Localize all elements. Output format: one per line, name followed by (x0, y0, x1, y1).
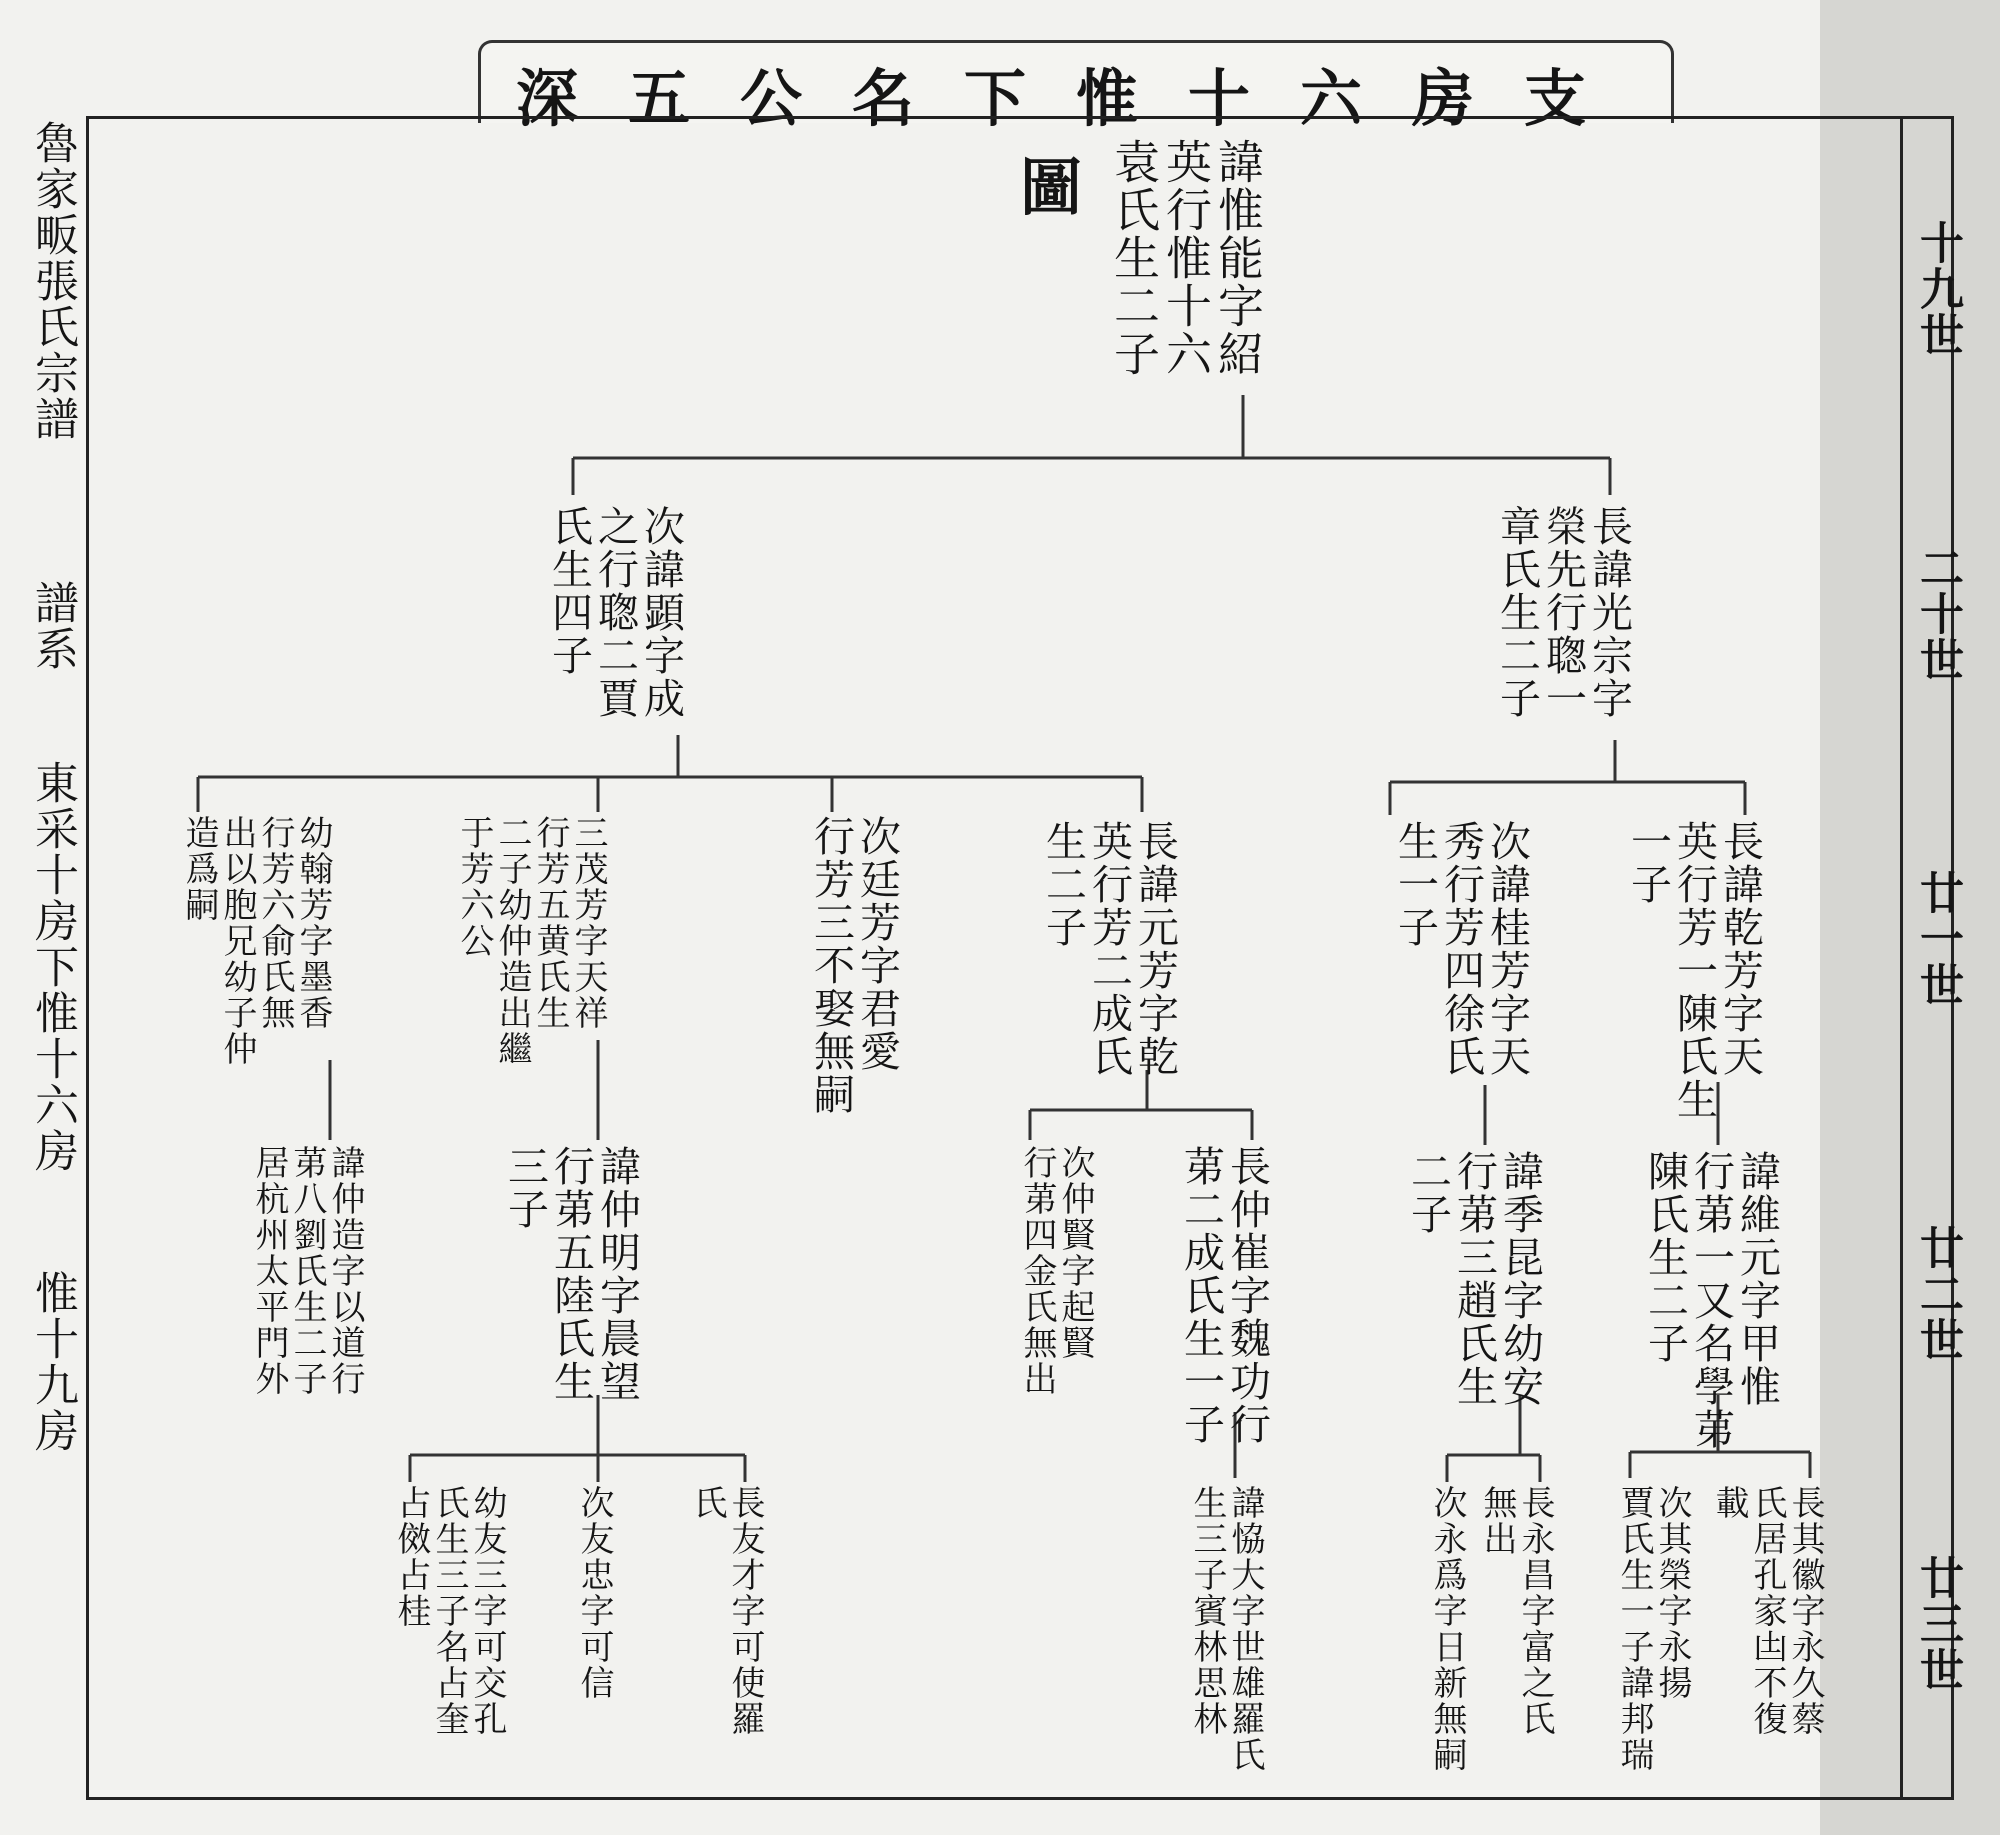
person-wei-yuan: 諱維元字甲惟 行苐一又名學苐 陳氏生二子 (1641, 1150, 1781, 1451)
person-wei-neng: 諱惟能字紹 英行惟十六 袁氏生二子 (1107, 138, 1265, 378)
generation-label-22: 廿二世 (1912, 1225, 1963, 1363)
person-xian: 次諱顕字成 之行聦二賈 氏生四子 (545, 505, 685, 720)
side-note-section: 譜系 (27, 580, 78, 672)
side-note-branch: 東采十房下惟十六房 (27, 760, 78, 1174)
person-xie-da: 諱恊大字世雄羅氏 生三子賓林思林 (1187, 1485, 1265, 1773)
side-note-sub-branch: 惟十九房 (27, 1270, 78, 1454)
person-zhong-zao: 諱仲造字以道行 苐八劉氏生二子 居杭州太平門外 (249, 1145, 365, 1397)
page-title: 深五公名下惟十六房支圖 (515, 62, 1636, 224)
person-mao-fang: 三茂芳字天祥 行芳五黄氏生 二子幼仲造出繼 于芳六公 (454, 815, 608, 1067)
person-guang-zong: 長諱光宗字 榮先行聦一 章氏生二子 (1493, 505, 1633, 720)
person-qian-fang: 長諱乾芳字天 英行芳一陳氏生 一子 (1624, 820, 1764, 1121)
generation-label-20: 二十世 (1912, 545, 1963, 683)
person-zhong-cui: 長仲崔字魏功行 苐二成氏生一子 (1177, 1145, 1271, 1446)
generation-label-19: 十九世 (1912, 220, 1963, 358)
person-you-san: 幼友三字可交孔 氏生三子名占奎 占傚占桂 (391, 1485, 507, 1737)
person-yong-chang: 長永昌字富之氏 無出 (1477, 1485, 1555, 1737)
person-zhong-xian: 次仲賢字起賢 行苐四金氏無出 (1017, 1145, 1095, 1397)
person-han-fang: 幼翰芳字墨香 行芳六俞氏無 出以胞兄幼子仲 造爲嗣 (179, 815, 333, 1067)
person-you-cai: 長友才字可使羅 氏 (687, 1485, 765, 1737)
person-ting-fang: 次廷芳字君愛 行芳三不娶無嗣 (807, 815, 901, 1116)
generation-label-23: 廿三世 (1912, 1555, 1963, 1693)
person-gui-fang: 次諱桂芳字天 秀行芳四徐氏 生一子 (1391, 820, 1531, 1078)
person-zhong-ming: 諱仲明字晨望 行苐五陸氏生 三子 (501, 1145, 641, 1403)
person-qi-hui: 長其徽字永久蔡 氏居孔家凷不復 載 (1709, 1485, 1825, 1737)
person-qi-rong: 次其榮字永揚 賈氏生一子諱邦瑞 (1614, 1485, 1692, 1773)
person-yuan-fang: 長諱元芳字乾 英行芳二成氏 生二子 (1039, 820, 1179, 1078)
side-note-genealogy-title: 魯家畈張氏宗譜 (27, 120, 78, 442)
person-yong-wei: 次永爲字日新無嗣 (1427, 1485, 1467, 1773)
generation-label-21: 廿一世 (1912, 870, 1963, 1008)
person-you-zhong: 次友忠字可信 (574, 1485, 614, 1701)
person-ji-kun: 諱季昆字幼安 行苐三趙氏生 二子 (1404, 1150, 1544, 1408)
